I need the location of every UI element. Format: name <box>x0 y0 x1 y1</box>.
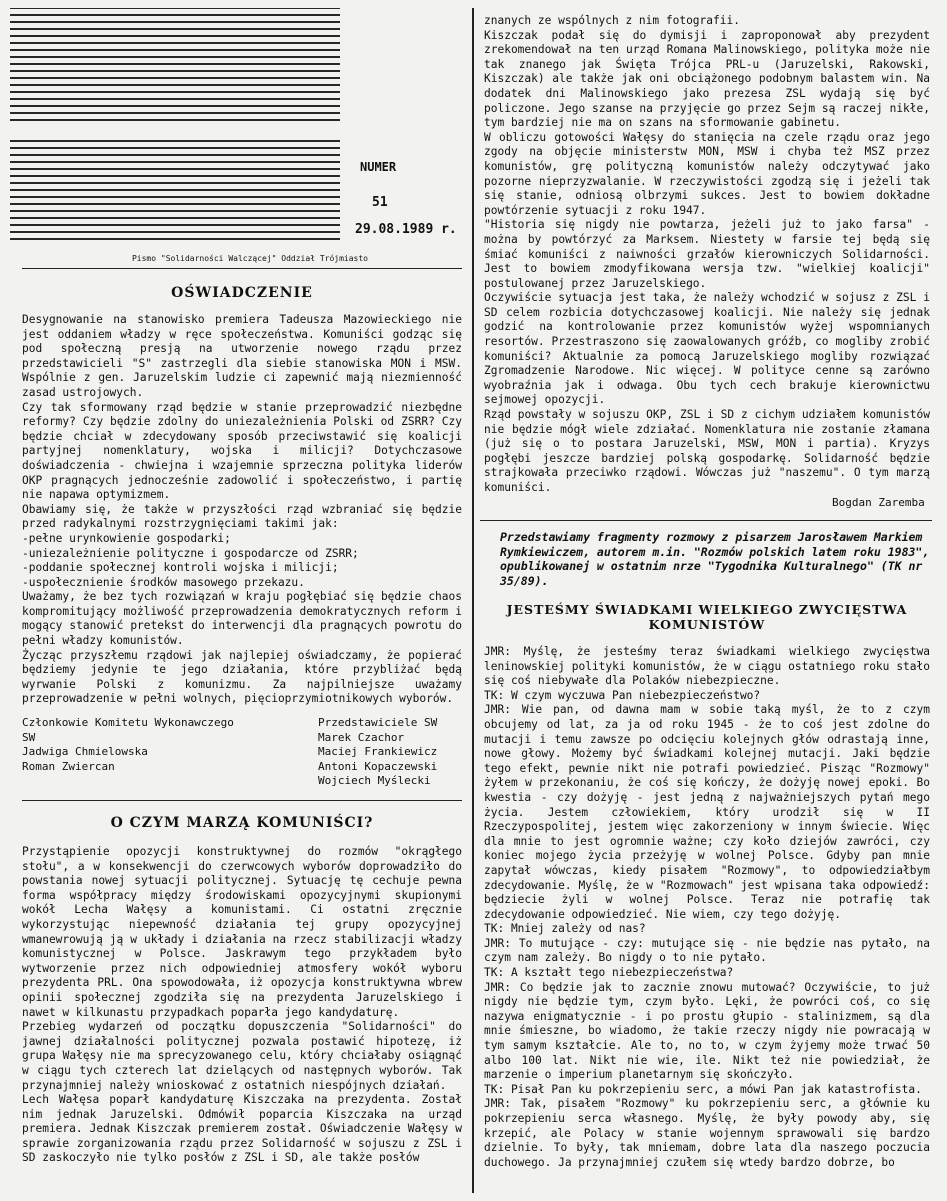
masthead-subtitle: Pismo "Solidarności Walczącej" Oddział Trójmiasto <box>131 254 368 263</box>
interview-intro: Przedstawiamy fragmenty rozmowy z pisarzem Jarosławem Markiem Rymkiewiczem, autorem m.in. "Rozmów polskich latem roku 1983", opublikowanej w ostatnim nrze "Tygodnika Kulturalnego" (TK nr 35/89). <box>500 530 930 588</box>
issue-date: 29.08.1989 r. <box>355 222 457 237</box>
masthead-logo <box>10 8 340 240</box>
issue-number-label: NUMER <box>360 160 397 174</box>
column-divider <box>472 8 474 1193</box>
interview-body: JMR: Myślę, że jesteśmy teraz świadkami wielkiego zwycięstwa leninowskiej polityki komunistów, że w ciągu ostatniego roku stało się coś niebywałe dla Polaków niebezpieczne. TK: W czym wyczuwa Pan niebezpieczeństwo? JMR: Wie pan, od dawna mam w sobie taką myśl, że to z czym obcujemy od lat, za ja od roku 1945 - że to coś jest zdolne do mutacji i temu zawsze po odcięciu kolejnych głów odrastają inne, nowe głowy. Możemy być świadkami kolejnej mutacji. Jaki będzie tego efekt, pewnie nikt nie potrafi powiedzieć. Pisząc "Rozmowy" żyłem w przekonaniu, że coś się kończy, że dożyję nowej epoki. Bo kwestia - czy dożyję - jest jedną z najważniejszych pytań mego życia. Jestem człowiekiem, który urodził się w II Rzeczypospolitej, jestem więc zakorzeniony w innym świecie. Więc dla mnie to jest ogromnie ważne; czy koło dziejów zawróci, czy koniec mojego życia przeżyję w wolnej Polsce. Gdyby pan mnie zapytał wówczas, kiedy pisałem "Rozmowy", to odpowiedziałbym zdecydowanie. Myślę, że w "Rozmowach" jest wpisana taka odpowiedź: będziecie żyli w wolnej Polsce. Teraz nie potrafię tak zdecydowanie odpowiedzieć. Nie wiem, czy tego dożyję. TK: Mniej zależy od nas? JMR: To mutujące - czy: mutujące się - nie będzie nas pytało, na czym nam zależy. Bo nigdy o to nie pytało. TK: A kształt tego niebezpieczeństwa? JMR: Co będzie jak to zacznie znowu mutować? Oczywiście, to już nigdy nie będzie tym, czym było. Lęki, że powróci coś, co się nazywa enigmatycznie - i po prostu głupio - stalinizmem, są dla mnie śmieszne, bo wiadomo, że takie rzeczy nigdy nie powracają w tym samym kształcie. Ale to, no to, w czym żyjemy może trwać 50 albo 100 lat. Nikt nie wie, ile. Nikt też nie powiedział, że marzenie o imperium planetarnym się skończyło. TK: Pisał Pan ku pokrzepieniu serc, a mówi Pan jak katastrofista. JMR: Tak, pisałem "Rozmowy" ku pokrzepieniu serc, a głównie ku pokrzepieniu serca własnego. Myślę, że były powody aby, się krzepić, ale Polacy w stanie wojennym sprawowali się bardzo dzielnie. To były, tak mniemam, dobre lata dla naszego poczucia duchowego. Ja przynajmniej czułem się wtedy bardzo dobrze, bo <box>484 645 930 1169</box>
article-author: Bogdan Zaremba <box>832 496 925 509</box>
article-body-continued: znanych ze wspólnych z nim fotografii. Kiszczak podał się do dymisji i zaproponował aby prezydent zrekomendował na ten urząd Romana Malinowskiego, polityka może nie tak znanego jak Święta Trójca PRL-u (Jaruzelski, Rakowski, Kiszczak) ale także jak oni obciążonego podobnym balastem win. Na dodatek dni Malinowskiego jako prezesa ZSL wydają się być policzone. Jego szanse na przyjęcie go przez Sejm są raczej nikłe, tym bardziej nie ma on szans na sformowanie gabinetu. W obliczu gotowości Wałęsy do stanięcia na czele rządu oraz jego zgody na objęcie ministerstw MON, MSW i chyba też MSZ przez komunistów, grę polityczną komunistów należy odczytywać jako pozorne nieprzyzwalanie. W rzeczywistości zgodzą się i jeżeli tak się stanie, odniosą olbrzymi sukces. Jest to bowiem dokładne powtórzenie sytuacji z roku 1947. "Historia się nigdy nie powtarza, jeżeli już to jako farsa" - można by powtórzyć za Marksem. Niestety w farsie tej będą się śmiać komuniści z naiwności grzałów kierowniczych Solidarności. Jest to bowiem zmodyfikowana wersja tzw. "wielkiej koalicji" postulowanej przez Jaruzelskiego. Oczywiście sytuacja jest taka, że należy wchodzić w sojusz z ZSL i SD celem rozbicia dotychczasowej koalicji. Nie należy się jednak godzić na kontrolowanie przez komunistów wyżej wspomnianych resortów. Przestraszono się zaowalowanych gróźb, co mogliby zrobić komuniści? Aktualnie za pomocą Jaruzelskiego mogliby rozwiązać Zgromadzenie Narodowe. Nic więcej. W polityce cenne są zarówno wyobraźnia jak i odwaga. Obu tych cech brakuje kierownictwu sejmowej opozycji. Rząd powstały w sojuszu OKP, ZSL i SD z cichym udziałem komunistów nie będzie mógł wiele zdziałać. Nomenklatura nie zostanie złamana (już się o to postara Jaruzelski, MSW, MON i partia). Kryzys pogłębi jeszcze bardziej polską gospodarkę. Solidarność będzie strajkowała przeciwko rządowi. Wówczas już "naszemu". O tym marzą komuniści. <box>484 14 930 494</box>
section-rule-right <box>480 520 932 521</box>
interview-title: JESTEŚMY ŚWIADKAMI WIELKIEGO ZWYCIĘSTWA KOMUNISTÓW <box>506 602 908 632</box>
masthead-rule <box>22 268 462 269</box>
section-rule <box>22 800 462 801</box>
article-title-marza: O CZYM MARZĄ KOMUNIŚCI? <box>110 815 374 831</box>
article-title-oswiadczenie: OŚWIADCZENIE <box>171 285 313 301</box>
article-body-oswiadczenie: Desygnowanie na stanowisko premiera Tadeusza Mazowieckiego nie jest oddaniem władzy w ręce społeczeństwa. Komuniści godząc się pod społeczną presją na utworzenie nowego rządu przez przedstawicieli "S" zastrzegli dla siebie stanowiska MON i MSW. Wspólnie z gen. Jaruzelskim ludzie ci zapewnić mają niezmienność zasad ustrojowych. Czy tak sformowany rząd będzie w stanie przeprowadzić niezbędne reformy? Czy będzie zdolny do uniezależnienia Polski od ZSRR? Czy będzie chciał w zdecydowany sposób przeciwstawić się koalicji partyjnej nomenklatury, wojska i milicji? Dotychczasowe doświadczenia - chwiejna i wzajemnie sprzeczna polityka liderów OKP pragnących jednocześnie zadowolić i społeczeństwo, i partię nie napawa optymizmem. Obawiamy się, że także w przyszłości rząd wzbraniać się będzie przed radykalnymi rozstrzygnięciami takimi jak: -pełne urynkowienie gospodarki; -uniezależnienie polityczne i gospodarcze od ZSRR; -poddanie społecznej kontroli wojska i milicji; -uspołecznienie środków masowego przekazu. Uważamy, że bez tych rozwiązań w kraju pogłębiać się będzie chaos kompromitujący możliwość przeprowadzenia demokratycznych reform i mogący stanowić pretekst do interwencji dla pragnących powrotu do pełni władzy komunistów. Życząc przyszłemu rządowi jak najlepiej oświadczamy, że popierać będziemy jedynie te jego działania, które przybliżać będą wyrwanie Polski z komunizmu. Za najpilniejsze uważamy przeprowadzenie w pełni wolnych, pięcioprzymiotnikowych wyborów. <box>22 313 462 706</box>
signatories-committee: Członkowie Komitetu Wykonawczego SW Jadwiga Chmielowska Roman Zwiercan <box>22 716 234 773</box>
article-body-marza: Przystąpienie opozycji konstruktywnej do rozmów "okrągłego stołu", a w konsekwencji do czerwcowych wyborów doprowadziło do powstania nowej sytuacji politycznej. Sytuację tę cechuje pewna forma współpracy między środowiskami opozycyjnymi skupionymi wokół Lecha Wałęsy a komunistami. Ci ostatni zręcznie wykorzystując niepewność działania tej grupy opozycyjnej wmanewrowują ją w układy i działania na rzecz stabilizacji władzy komunistycznej w Polsce. Jaskrawym tego przykładem było wytworzenie przez nich odpowiedniej atmosfery wokół wyboru prezydenta PRL. Ona spowodowała, iż opozycja konstruktywna wbrew opinii społecznej zgodziła się na prezydenta Jaruzelskiego i nawet w kilkunastu przypadkach poparła jego kandydaturę. Przebieg wydarzeń od początku dopuszczenia "Solidarności" do jawnej działalności politycznej pozwala postawić hipotezę, iż grupa Wałęsy nie ma sprecyzowanego celu, który chciałaby osiągnąć w ciągu tych czterech lat dzielących od następnych wyborów. Tak przynajmniej należy wnioskować z ostatnich niespójnych działań. Lech Wałęsa poparł kandydaturę Kiszczaka na prezydenta. Został nim jednak Jaruzelski. Odmówił poparcia Kiszczaka na urząd premiera. Jednak Kiszczak premierem został. Oświadczenie Wałęsy w sprawie zorganizowania rządu przez Solidarność w sojuszu z ZSL i SD zaskoczyło nie tylko posłów z ZSL i SD, ale także posłów <box>22 845 462 1165</box>
signatories-representatives: Przedstawiciele SW Marek Czachor Maciej Frankiewicz Antoni Kopaczewski Wojciech Myślecki <box>318 716 438 787</box>
masthead-divider <box>10 125 340 135</box>
issue-number: 51 <box>372 195 388 210</box>
